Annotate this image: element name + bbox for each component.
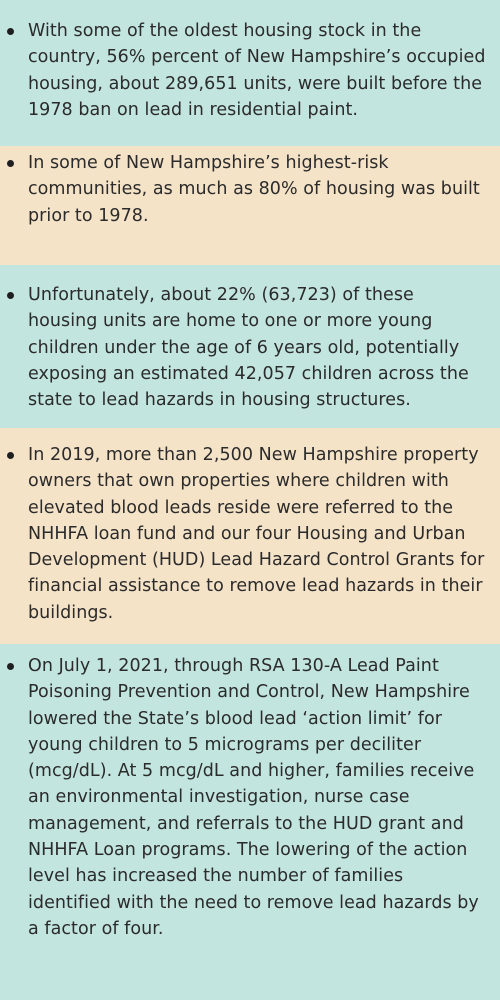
fact-panel-high-risk-communities <box>0 146 500 265</box>
list-item <box>0 150 500 229</box>
fact-panel-young-children <box>0 265 500 428</box>
bullet-dot-icon <box>7 292 14 299</box>
fact-panel-action-limit <box>0 644 500 1000</box>
bullet-text: Unfortunately, about 22% (63,723) of these housing units are home to one or more young children under the age of 6 years old, potentially exposing an estimated 42,057 children across the state to lead hazards in housing structures. <box>28 285 469 411</box>
bullet-text: With some of the oldest housing stock in the country, 56% percent of New Hampshire’s occupied housing, about 289,651 units, were built before the 1978 ban on lead in residential paint. <box>28 21 486 120</box>
bullet-dot-icon <box>7 663 14 670</box>
bullet-list <box>0 18 500 123</box>
bullet-dot-icon <box>7 28 14 35</box>
list-item <box>0 653 500 942</box>
fact-panel-property-owners <box>0 428 500 644</box>
list-item <box>0 442 500 626</box>
bullet-list <box>0 442 500 626</box>
fact-panel-old-housing <box>0 0 500 146</box>
bullet-text: On July 1, 2021, through RSA 130-A Lead Paint Poisoning Prevention and Control, New Hampshire lowered the State’s blood lead ‘action limit’ for young children to 5 micrograms per deciliter (mcg/dL). At 5 mcg/dL and higher, families receive an environmental investigation, nurse case management, and referrals to the HUD grant and NHHFA Loan programs. The lowering of the action level has increased the number of families identified with the need to remove lead hazards by a factor of four. <box>28 656 479 939</box>
list-item <box>0 18 500 123</box>
list-item <box>0 282 500 413</box>
bullet-list <box>0 150 500 229</box>
bullet-dot-icon <box>7 160 14 167</box>
bullet-text: In 2019, more than 2,500 New Hampshire property owners that own properties where children with elevated blood leads reside were referred to the NHHFA loan fund and our four Housing and Urban Development (HUD) Lead Hazard Control Grants for financial assistance to remove lead hazards in their buildings. <box>28 445 485 623</box>
bullet-dot-icon <box>7 452 14 459</box>
bullet-list <box>0 282 500 413</box>
bullet-list <box>0 653 500 942</box>
bullet-text: In some of New Hampshire’s highest-risk communities, as much as 80% of housing was built prior to 1978. <box>28 153 480 226</box>
